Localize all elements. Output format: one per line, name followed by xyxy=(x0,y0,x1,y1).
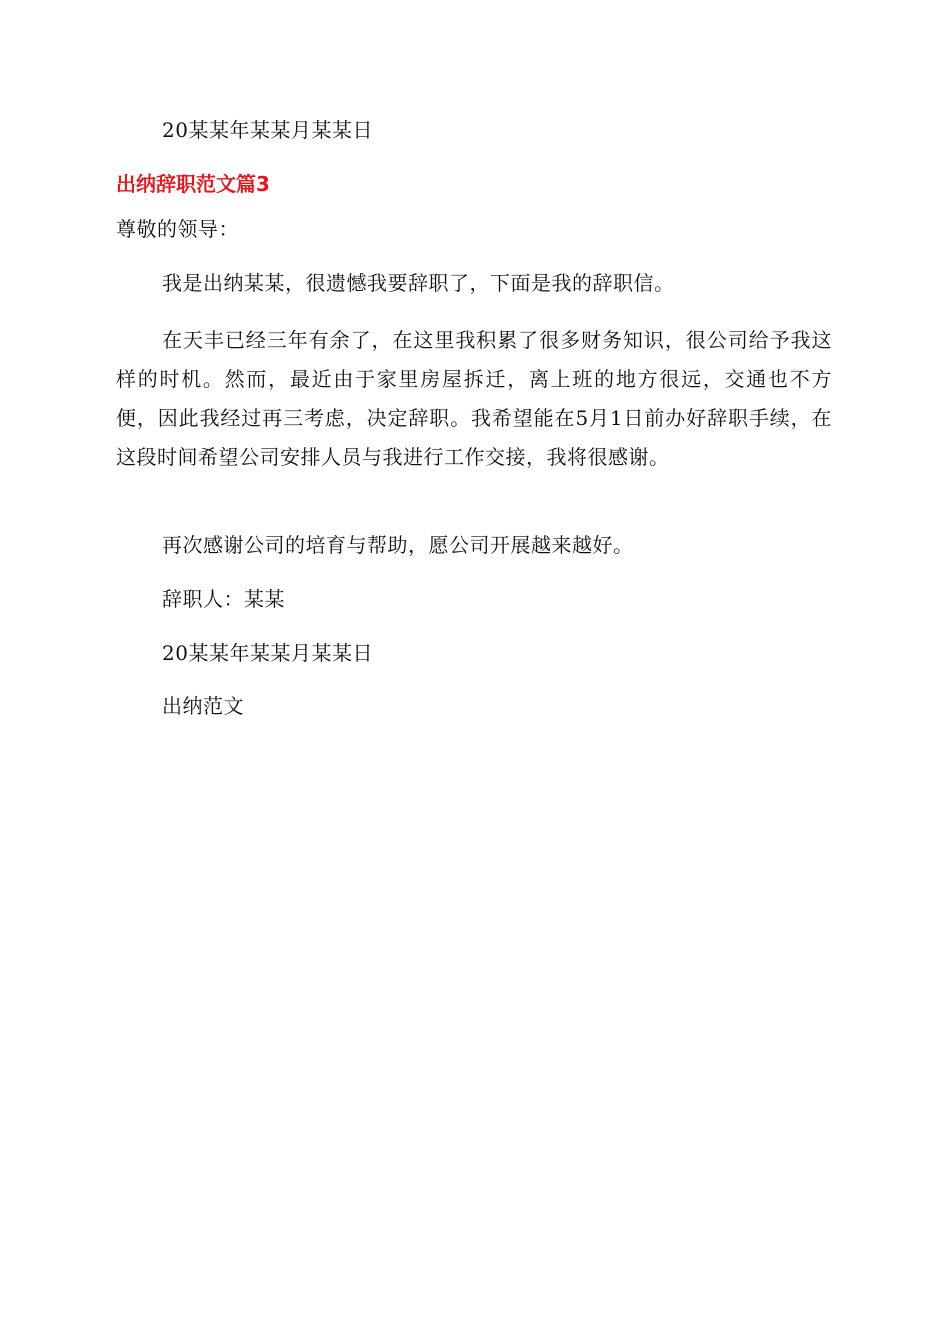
signature-line: 辞职人：某某 xyxy=(162,587,285,611)
footer-label: 出纳范文 xyxy=(162,694,244,718)
section-heading: 出纳辞职范文篇3 xyxy=(116,172,270,196)
date-line-bottom: 20某某年某某月某某日 xyxy=(162,641,373,665)
salutation: 尊敬的领导： xyxy=(116,217,239,241)
paragraph-intro: 我是出纳某某，很遗憾我要辞职了，下面是我的辞职信。 xyxy=(162,271,675,295)
paragraph-body: 在天丰已经三年有余了，在这里我积累了很多财务知识，很公司给予我这样的时机。然而，最近由于家里房屋拆迁，离上班的地方很远，交通也不方便，因此我经过再三考虑，决定辞职。我希望能在5月1日前办好辞职手续，在这段时间希望公司安排人员与我进行工作交接，我将很感谢。 xyxy=(116,328,832,469)
date-line-top: 20某某年某某月某某日 xyxy=(162,118,373,142)
paragraph-thanks: 再次感谢公司的培育与帮助，愿公司开展越来越好。 xyxy=(162,533,634,557)
